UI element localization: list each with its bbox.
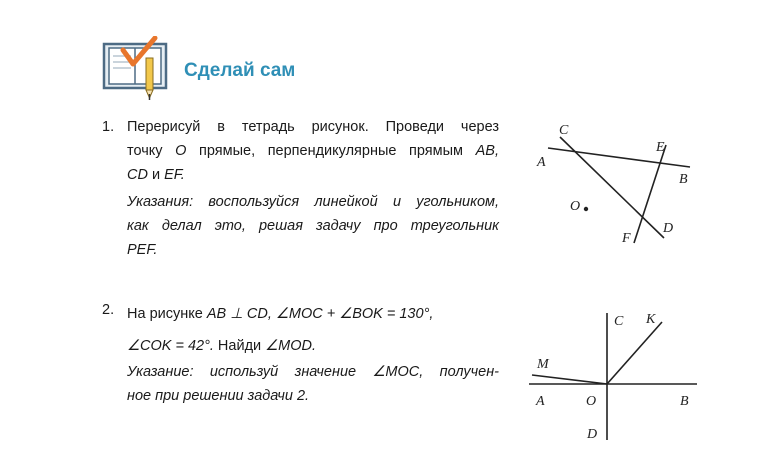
point-o (584, 207, 588, 211)
task1-hint-line3: PEF. (127, 242, 158, 258)
task2-line1 (127, 298, 507, 330)
task2-hint (127, 360, 499, 408)
point-o: O (175, 143, 187, 159)
task1-hint (127, 190, 499, 262)
label-c: C (614, 314, 624, 329)
ray-om (532, 375, 607, 384)
task1-line2 (127, 139, 499, 163)
label-d: D (663, 221, 674, 236)
task2-line2 (127, 330, 507, 362)
label-o: O (586, 394, 597, 409)
ray-ok (607, 322, 662, 384)
task1-line1: Перерисуй в тетрадь рисунок. Проведи через (127, 119, 499, 135)
task1-text (127, 115, 499, 187)
line-cd (560, 137, 664, 238)
line-ef: EF. (164, 167, 185, 183)
label-o: O (570, 199, 581, 214)
task2-figure (525, 305, 705, 445)
section-title: Сделай сам (184, 60, 296, 81)
task1-figure (525, 118, 705, 248)
task2-text (127, 298, 507, 362)
text: прямые, перпендикулярные прямым (186, 143, 476, 159)
task2-hint-line1: Указание: используй значение ∠MOC, получен- (127, 364, 499, 380)
label-f: F (622, 231, 631, 246)
text: На рисунке (127, 306, 207, 322)
text: и (147, 167, 165, 183)
line-cd: CD (127, 167, 148, 183)
text: Найди (213, 338, 266, 354)
formula: ∠MOD. (265, 338, 317, 354)
formula: AB ⊥ CD, ∠MOC + ∠BOK = 130°, (206, 306, 434, 322)
label-e: E (656, 140, 665, 155)
text: точку (127, 143, 176, 159)
line-ab: AB, (475, 143, 499, 159)
formula: ∠COK = 42°. (127, 338, 214, 354)
line-ab (548, 148, 690, 167)
label-c: C (559, 123, 569, 138)
notebook-check-pencil-icon (101, 36, 177, 102)
task2-number: 2. (102, 302, 115, 318)
label-b: B (679, 172, 688, 187)
label-b: B (680, 394, 689, 409)
label-a: A (536, 394, 545, 409)
label-a: A (537, 155, 546, 170)
label-d: D (587, 427, 598, 442)
task2-hint-line2: ное при решении задачи 2. (127, 388, 310, 404)
task1-hint-line2: как делал это, решая задачу про треугольник (127, 218, 499, 234)
task1-hint-line1: Указания: воспользуйся линейкой и угольником, (127, 194, 499, 210)
label-m: M (537, 357, 549, 372)
task1-line3 (127, 163, 499, 187)
task1-number: 1. (102, 119, 115, 135)
label-k: K (646, 312, 656, 327)
